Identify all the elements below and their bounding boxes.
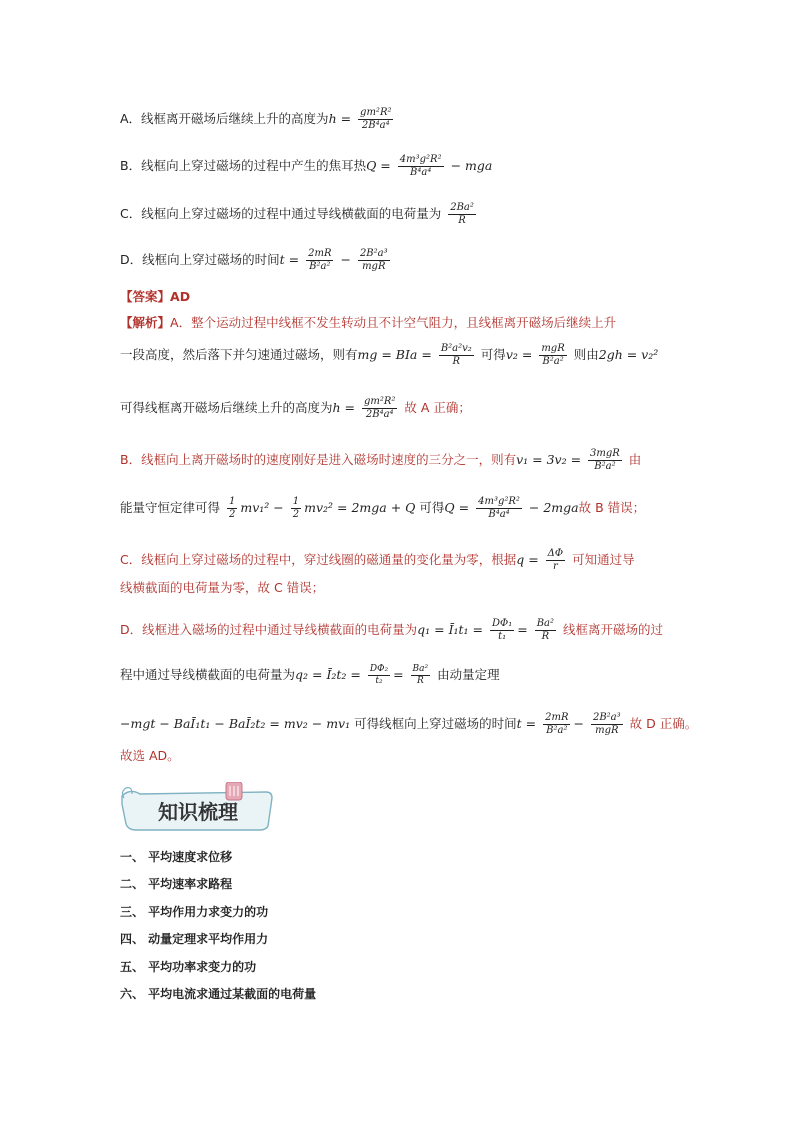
- analysis-b-line1: B．线框向上离开磁场时的速度刚好是进入磁场时速度的三分之一，则有v₁ = 3v₂ = $\frac{\text{3mgR}}{\text{B²a²}}$ 由: [120, 448, 642, 472]
- paperclip-icon: [226, 782, 242, 800]
- option-c: C．线框向上穿过磁场的过程中通过导线横截面的电荷量为 $\frac{\text{2Ba²}}{R}$: [120, 202, 474, 226]
- knowledge-point: 六、 平均电流求通过某截面的电荷量: [120, 987, 317, 1001]
- conclusion: 故选 AD。: [120, 748, 180, 763]
- analysis-d-line3: −mgt − BaĪ₁t₁ − BaĪ₂t₂ = mv₂ − mv₁ 可得线框向上穿过磁场的时间t = $\frac{2mR}{\text{B²a²}}$ − $\frac{\text{2B²a³}}{\text{mgR}}$ 故 D 正确。: [120, 712, 698, 736]
- svg-text:知识梳理: 知识梳理: [158, 800, 238, 824]
- analysis-c-line1: C．线框向上穿过磁场的过程中，穿过线圈的磁通量的变化量为零，根据q = $\frac{\Delta\Phi}{r}$ 可知通过导: [120, 548, 635, 572]
- knowledge-point: 五、 平均功率求变力的功: [120, 960, 257, 974]
- analysis-d-line2: 程中通过导线横截面的电荷量为q₂ = Ī₂t₂ = $\frac{\text{DΦ₂}}{\text{t₂}}$ = $\frac{\text{Ba²}}{R}$ 由动量定理: [120, 664, 500, 686]
- option-b: B．线框向上穿过磁场的过程中产生的焦耳热Q = $\frac{\text{4m³g²R²}}{\text{B⁴a⁴}}$ − mga: [120, 154, 493, 178]
- analysis-b-line2: 能量守恒定律可得 $\frac{1}{2}$ mv₁² − $\frac{1}{2}$ mv₂² = 2mga + Q 可得Q = $\frac{\text{4m³g²R²}}{\text{B⁴a⁴}}$ − 2mga故 B 错误；: [120, 496, 646, 520]
- knowledge-point: 一、 平均速度求位移: [120, 850, 233, 864]
- section-banner: [118, 782, 276, 834]
- knowledge-point: 二、 平均速率求路程: [120, 877, 233, 891]
- knowledge-point: 三、 平均作用力求变力的功: [120, 905, 269, 919]
- knowledge-point: 四、 动量定理求平均作用力: [120, 932, 269, 946]
- analysis-d-line1: D．线框进入磁场的过程中通过导线横截面的电荷量为q₁ = Ī₁t₁ = $\frac{\text{DΦ₁}}{\text{t₁}}$ = $\frac{\text{Ba²}}{R}$ 线框离开磁场的过: [120, 618, 664, 642]
- analysis-c-line2: 线横截面的电荷量为零，故 C 错误；: [120, 580, 325, 595]
- option-d: D．线框向上穿过磁场的时间t = $\frac{2mR}{\text{B²a²}}$ − $\frac{\text{2B²a³}}{\text{mgR}}$: [120, 248, 388, 272]
- analysis-a-line2: 一段高度，然后落下并匀速通过磁场，则有mg = BIa = $\frac{\text{B²a²v₂}}{R}$ 可得v₂ = $\frac{\text{mgR}}{\text{B²a²}}$ 则由2gh = v₂²: [120, 343, 659, 367]
- analysis-a-line1: 【解析】A．整个运动过程中线框不发生转动且不计空气阻力，且线框离开磁场后继续上升: [120, 315, 617, 330]
- answer-line: 【答案】AD: [120, 289, 191, 304]
- option-a: A．线框离开磁场后继续上升的高度为h = $\frac{\text{gm²R²}}{\text{2B⁴a⁴}}$: [120, 107, 392, 131]
- analysis-a-line3: 可得线框离开磁场后继续上升的高度为h = $\frac{\text{gm²R²}}{\text{2B⁴a⁴}}$ 故 A 正确；: [120, 396, 471, 420]
